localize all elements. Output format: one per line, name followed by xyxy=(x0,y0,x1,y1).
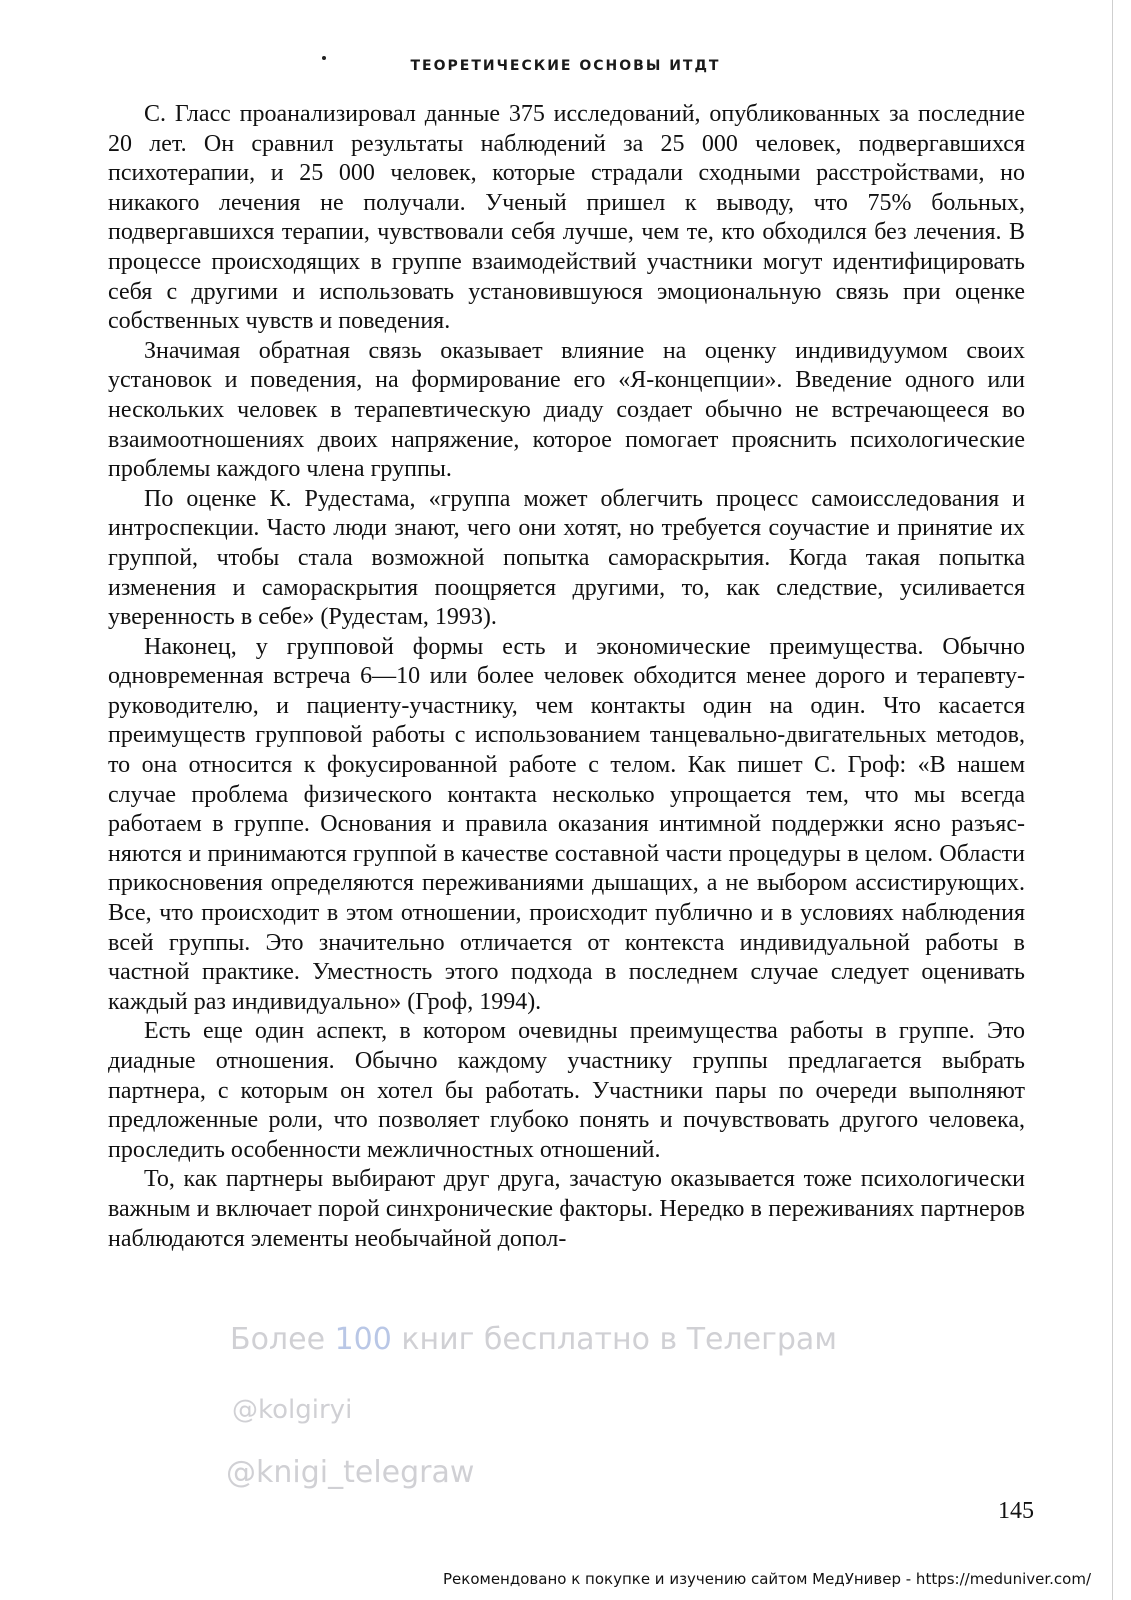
page-number: 145 xyxy=(998,1498,1034,1524)
paragraph-1: С. Гласс проанализировал данные 375 исследований, опубликованных за последние 20 лет. Он сравнил результаты наблюдений за 25 000 человек, подвергавшихся психотерапии, и 25 000 человек, которые страдали сходными расстройствами, но никакого лечения не получали. Ученый пришел к выводу, что 75% больных, подвергавшихся терапии, чувствовали себя лучше, чем те, кто обходился без лечения. В процессе происходящих в группе взаимодействий участники могут идентифицировать себя с другими и использовать установившуюся эмоциональную связь при оценке собственных чувств и поведения. xyxy=(108,101,1025,335)
paragraph-4: Наконец, у групповой формы есть и экономические преимущества. Обычно одновременная встреча 6—10 или более человек обходится менее дорого и терапевту-руководителю, и пациенту-участнику, чем контакты один на один. Что касается преимуществ групповой работы с использованием танцевально-двигательных методов, то она относится к фокусированной работе с телом. Как пишет С. Гроф: «В нашем случае проблема физического контакта несколько упрощается тем, что мы всегда работаем в группе. Основания и правила оказания интимной поддержки ясно разъясняются и принимаются группой в качестве составной части процедуры в целом. Области прикосновения определяются переживаниями дышащих, а не выбором ассистирующих. Все, что происходит в этом отношении, происходит публично и в условиях наблюдения всей группы. Это значительно отличается от контекста индивидуальной работы в частной практике. Уместность этого подхода в последнем случае следует оценивать каждый раз индивидуально» (Гроф, 1994). xyxy=(108,633,1025,1015)
paragraph-5: Есть еще один аспект, в котором очевидны преимущества работы в группе. Это диадные отношения. Обычно каждому участнику группы предлагается выбрать партнера, с которым он хотел бы работать. Участники пары по очереди выполняют предложенные роли, что позволяет глубоко понять и почувствовать другого человека, проследить особенности межличностных отношений. xyxy=(108,1018,1025,1163)
page-edge-line xyxy=(1112,0,1113,1600)
body-text xyxy=(108,100,1025,1254)
paragraph-3: По оценке К. Рудестама, «группа может облегчить процесс самоисследования и интроспекции. Часто люди знают, чего они хотят, но требуется соучастие и принятие их группой, чтобы стала возможной попытка самораскрытия. Когда такая попытка изменения и самораскрытия поощряется другими, то, как следствие, усиливается уверенность в себе» (Рудестам, 1993). xyxy=(108,485,1025,631)
watermark-suffix: книг бесплатно в Телеграм xyxy=(391,1322,837,1357)
watermark-prefix: Более xyxy=(230,1322,335,1357)
watermark-line-3: @knigi_telegraw xyxy=(226,1455,475,1490)
paragraph-2: Значимая обратная связь оказывает влияние на оценку индивидуумом своих установок и поведения, на формирование его «Я-концепции». Введение одного или нескольких человек в терапевтическую диаду создает обычно не встречающееся во взаимоотношениях двоих напряжение, которое помогает прояснить психологические проблемы каждого члена группы. xyxy=(108,337,1025,483)
watermark-number: 100 xyxy=(334,1322,392,1357)
watermark-line-2: @kolgiryi xyxy=(232,1395,353,1425)
footer-note: Рекомендовано к покупке и изучению сайтом МедУнивер - https://meduniver.com/ xyxy=(443,1570,1091,1588)
watermark-line-1 xyxy=(230,1322,837,1357)
running-title: ТЕОРЕТИЧЕСКИЕ ОСНОВЫ ИТДТ xyxy=(410,58,721,74)
paragraph-6: То, как партнеры выбирают друг друга, зачастую оказывается тоже психологически важным и включает порой синхронические факторы. Нередко в переживаниях партнеров наблюдаются элементы необычайной допол- xyxy=(108,1166,1025,1252)
